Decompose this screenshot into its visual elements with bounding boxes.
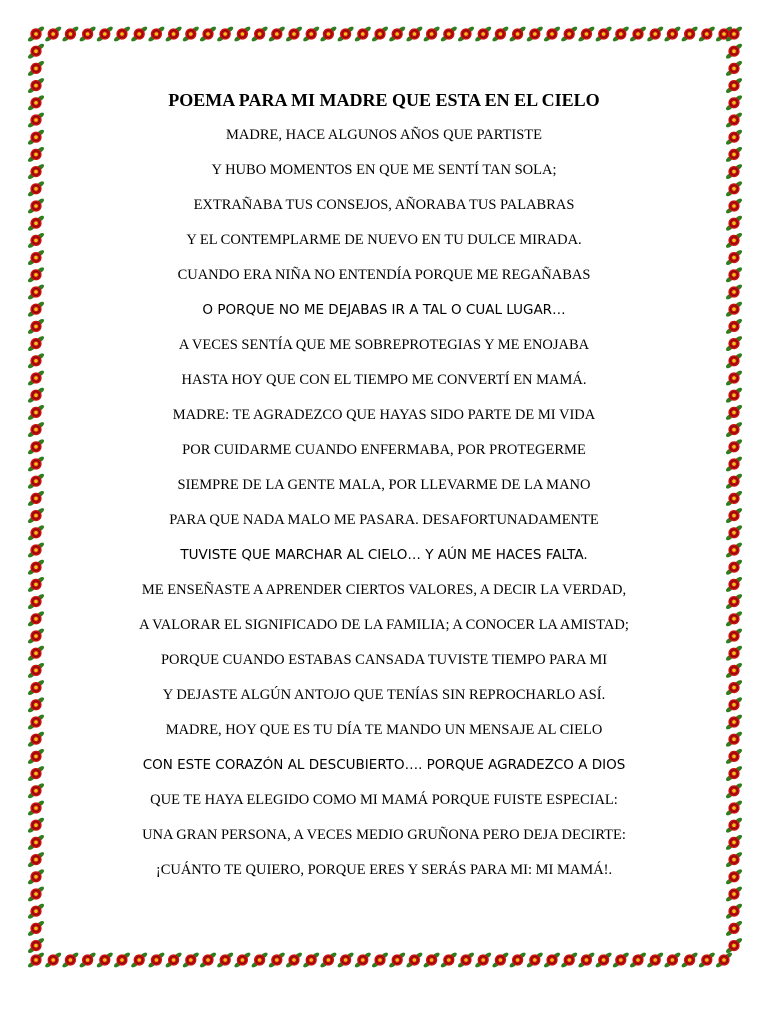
red-flower-icon — [726, 490, 742, 507]
red-flower-icon — [726, 180, 742, 197]
red-flower-icon — [726, 473, 742, 490]
red-flower-icon — [726, 146, 742, 163]
red-flower-icon — [130, 26, 148, 42]
red-flower-icon — [543, 26, 561, 42]
red-flower-icon — [726, 610, 742, 627]
red-flower-icon — [28, 43, 44, 60]
red-flower-icon — [405, 952, 423, 968]
poem-line: PORQUE CUANDO ESTABAS CANSADA TUVISTE TIEMPO PARA MI — [160, 652, 608, 668]
red-flower-icon — [612, 26, 630, 42]
red-flower-icon — [726, 937, 742, 954]
red-flower-icon — [646, 26, 664, 42]
red-flower-icon — [474, 952, 492, 968]
red-flower-icon — [726, 920, 742, 937]
red-flower-icon — [182, 952, 200, 968]
red-flower-icon — [726, 782, 742, 799]
poem-line: Y EL CONTEMPLARME DE NUEVO EN TU DULCE MIRADA. — [186, 232, 582, 248]
red-flower-icon — [28, 421, 44, 438]
red-flower-icon — [28, 799, 44, 816]
red-flower-icon — [28, 455, 44, 472]
red-flower-icon — [28, 301, 44, 318]
red-flower-icon — [726, 60, 742, 77]
red-flower-icon — [28, 335, 44, 352]
red-flower-icon — [526, 952, 544, 968]
red-flower-icon — [337, 952, 355, 968]
red-flower-icon — [698, 952, 716, 968]
red-flower-icon — [726, 696, 742, 713]
red-flower-icon — [302, 952, 320, 968]
red-flower-icon — [726, 576, 742, 593]
red-flower-icon — [726, 266, 742, 283]
red-flower-icon — [371, 952, 389, 968]
red-flower-icon — [726, 421, 742, 438]
red-flower-icon — [96, 952, 114, 968]
red-flower-icon — [199, 952, 217, 968]
red-flower-icon — [681, 952, 699, 968]
poem-line: POR CUIDARME CUANDO ENFERMABA, POR PROTEGERME — [182, 442, 586, 458]
red-flower-icon — [233, 26, 251, 42]
red-flower-icon — [28, 576, 44, 593]
poem-line: MADRE, HACE ALGUNOS AÑOS QUE PARTISTE — [225, 127, 542, 143]
red-flower-icon — [28, 215, 44, 232]
red-flower-icon — [509, 26, 527, 42]
red-flower-icon — [28, 26, 44, 43]
red-flower-icon — [726, 559, 742, 576]
red-flower-icon — [28, 369, 44, 386]
red-flower-icon — [28, 937, 44, 954]
red-flower-icon — [726, 404, 742, 421]
poem-line: QUE TE HAYA ELEGIDO COMO MI MAMÁ PORQUE FUISTE ESPECIAL: — [150, 792, 618, 808]
red-flower-icon — [491, 952, 509, 968]
red-flower-icon — [28, 232, 44, 249]
red-flower-icon — [526, 26, 544, 42]
red-flower-icon — [457, 952, 475, 968]
red-flower-icon — [726, 885, 742, 902]
red-flower-icon — [28, 834, 44, 851]
red-flower-icon — [371, 26, 389, 42]
red-flower-icon — [28, 94, 44, 111]
red-flower-icon — [28, 283, 44, 300]
red-flower-icon — [28, 146, 44, 163]
red-flower-icon — [388, 26, 406, 42]
red-flower-icon — [182, 26, 200, 42]
poem-title: POEMA PARA MI MADRE QUE ESTA EN EL CIELO — [168, 90, 600, 110]
red-flower-icon — [285, 952, 303, 968]
red-flower-icon — [726, 662, 742, 679]
red-flower-icon — [28, 129, 44, 146]
red-flower-icon — [405, 26, 423, 42]
red-flower-icon — [28, 541, 44, 558]
red-flower-icon — [726, 765, 742, 782]
red-flower-icon — [726, 197, 742, 214]
red-flower-icon — [28, 765, 44, 782]
red-flower-icon — [726, 817, 742, 834]
red-flower-icon — [44, 952, 62, 968]
red-flower-icon — [28, 731, 44, 748]
poem-line: A VECES SENTÍA QUE ME SOBREPROTEGIAS Y ME ENOJABA — [178, 337, 590, 353]
red-flower-icon — [646, 952, 664, 968]
red-flower-icon — [726, 163, 742, 180]
red-flower-icon — [726, 748, 742, 765]
red-flower-icon — [113, 952, 131, 968]
red-flower-icon — [726, 713, 742, 730]
red-flower-icon — [96, 26, 114, 42]
red-flower-icon — [726, 799, 742, 816]
red-flower-icon — [423, 952, 441, 968]
red-flower-icon — [726, 232, 742, 249]
red-flower-icon — [28, 868, 44, 885]
red-flower-icon — [28, 885, 44, 902]
poem-line: UNA GRAN PERSONA, A VECES MEDIO GRUÑONA PERO DEJA DECIRTE: — [142, 827, 626, 843]
border-left — [28, 26, 44, 968]
red-flower-icon — [28, 249, 44, 266]
red-flower-icon — [388, 952, 406, 968]
red-flower-icon — [726, 645, 742, 662]
red-flower-icon — [681, 26, 699, 42]
poem-line: TUVISTE QUE MARCHAR AL CIELO… Y AÚN ME HACES FALTA. — [180, 547, 588, 563]
red-flower-icon — [28, 111, 44, 128]
poem-line: MADRE, HOY QUE ES TU DÍA TE MANDO UN MENSAJE AL CIELO — [165, 722, 603, 738]
red-flower-icon — [612, 952, 630, 968]
poem-line: HASTA HOY QUE CON EL TIEMPO ME CONVERTÍ EN MAMÁ. — [181, 372, 587, 388]
red-flower-icon — [726, 283, 742, 300]
red-flower-icon — [726, 851, 742, 868]
poem-line: A VALORAR EL SIGNIFICADO DE LA FAMILIA; A CONOCER LA AMISTAD; — [139, 617, 629, 633]
red-flower-icon — [28, 197, 44, 214]
red-flower-icon — [28, 490, 44, 507]
red-flower-icon — [726, 335, 742, 352]
red-flower-icon — [629, 26, 647, 42]
red-flower-icon — [28, 507, 44, 524]
red-flower-icon — [595, 952, 613, 968]
red-flower-icon — [28, 696, 44, 713]
red-flower-icon — [663, 26, 681, 42]
red-flower-icon — [726, 834, 742, 851]
red-flower-icon — [543, 952, 561, 968]
poem-line: ME ENSEÑASTE A APRENDER CIERTOS VALORES, A DECIR LA VERDAD, — [141, 582, 627, 598]
red-flower-icon — [28, 438, 44, 455]
red-flower-icon — [663, 952, 681, 968]
red-flower-icon — [726, 387, 742, 404]
red-flower-icon — [474, 26, 492, 42]
red-flower-icon — [28, 163, 44, 180]
red-flower-icon — [28, 77, 44, 94]
red-flower-icon — [423, 26, 441, 42]
red-flower-icon — [319, 26, 337, 42]
red-flower-icon — [577, 26, 595, 42]
red-flower-icon — [726, 438, 742, 455]
red-flower-icon — [28, 645, 44, 662]
border-right — [726, 26, 742, 968]
red-flower-icon — [726, 903, 742, 920]
red-flower-icon — [440, 26, 458, 42]
poem-line: Y HUBO MOMENTOS EN QUE ME SENTÍ TAN SOLA; — [211, 162, 557, 178]
red-flower-icon — [79, 952, 97, 968]
red-flower-icon — [28, 524, 44, 541]
red-flower-icon — [726, 318, 742, 335]
red-flower-icon — [726, 215, 742, 232]
red-flower-icon — [726, 507, 742, 524]
red-flower-icon — [61, 26, 79, 42]
red-flower-icon — [233, 952, 251, 968]
poem-line: MADRE: TE AGRADEZCO QUE HAYAS SIDO PARTE DE MI VIDA — [172, 407, 596, 423]
red-flower-icon — [726, 627, 742, 644]
red-flower-icon — [28, 559, 44, 576]
red-flower-icon — [79, 26, 97, 42]
red-flower-icon — [726, 249, 742, 266]
border-top — [28, 26, 742, 42]
poem-body — [60, 118, 708, 888]
red-flower-icon — [28, 782, 44, 799]
red-flower-icon — [28, 60, 44, 77]
red-flower-icon — [251, 26, 269, 42]
red-flower-icon — [726, 43, 742, 60]
red-flower-icon — [147, 26, 165, 42]
red-flower-icon — [28, 920, 44, 937]
poem-line: Y DEJASTE ALGÚN ANTOJO QUE TENÍAS SIN REPROCHARLO ASÍ. — [162, 687, 606, 703]
red-flower-icon — [28, 903, 44, 920]
red-flower-icon — [28, 180, 44, 197]
red-flower-icon — [726, 868, 742, 885]
red-flower-icon — [726, 541, 742, 558]
red-flower-icon — [61, 952, 79, 968]
poem-line: PARA QUE NADA MALO ME PASARA. DESAFORTUNADAMENTE — [169, 512, 599, 528]
red-flower-icon — [165, 952, 183, 968]
red-flower-icon — [560, 952, 578, 968]
red-flower-icon — [44, 26, 62, 42]
red-flower-icon — [457, 26, 475, 42]
red-flower-icon — [28, 713, 44, 730]
red-flower-icon — [509, 952, 527, 968]
red-flower-icon — [268, 952, 286, 968]
border-bottom — [28, 952, 742, 968]
red-flower-icon — [28, 404, 44, 421]
poem-line: ¡CUÁNTO TE QUIERO, PORQUE ERES Y SERÁS PARA MI: MI MAMÁ!. — [155, 862, 613, 878]
red-flower-icon — [354, 952, 372, 968]
red-flower-icon — [726, 111, 742, 128]
red-flower-icon — [28, 318, 44, 335]
red-flower-icon — [319, 952, 337, 968]
poem-line: CON ESTE CORAZÓN AL DESCUBIERTO…. PORQUE AGRADEZCO A DIOS — [142, 757, 626, 773]
red-flower-icon — [726, 301, 742, 318]
red-flower-icon — [726, 679, 742, 696]
red-flower-icon — [147, 952, 165, 968]
red-flower-icon — [165, 26, 183, 42]
red-flower-icon — [629, 952, 647, 968]
red-flower-icon — [28, 662, 44, 679]
red-flower-icon — [354, 26, 372, 42]
red-flower-icon — [130, 952, 148, 968]
red-flower-icon — [28, 748, 44, 765]
red-flower-icon — [251, 952, 269, 968]
poem-document — [60, 82, 708, 888]
red-flower-icon — [28, 610, 44, 627]
red-flower-icon — [698, 26, 716, 42]
red-flower-icon — [726, 731, 742, 748]
poem-line: EXTRAÑABA TUS CONSEJOS, AÑORABA TUS PALABRAS — [193, 197, 575, 213]
red-flower-icon — [440, 952, 458, 968]
poem-line: O PORQUE NO ME DEJABAS IR A TAL O CUAL LUGAR… — [202, 302, 566, 318]
red-flower-icon — [28, 593, 44, 610]
red-flower-icon — [285, 26, 303, 42]
red-flower-icon — [216, 952, 234, 968]
red-flower-icon — [726, 369, 742, 386]
red-flower-icon — [726, 94, 742, 111]
red-flower-icon — [726, 593, 742, 610]
red-flower-icon — [726, 77, 742, 94]
poem-line: CUANDO ERA NIÑA NO ENTENDÍA PORQUE ME REGAÑABAS — [177, 267, 591, 283]
red-flower-icon — [726, 455, 742, 472]
red-flower-icon — [28, 817, 44, 834]
red-flower-icon — [337, 26, 355, 42]
red-flower-icon — [28, 266, 44, 283]
red-flower-icon — [726, 26, 742, 43]
red-flower-icon — [28, 679, 44, 696]
red-flower-icon — [302, 26, 320, 42]
red-flower-icon — [560, 26, 578, 42]
red-flower-icon — [268, 26, 286, 42]
poem-line: SIEMPRE DE LA GENTE MALA, POR LLEVARME DE LA MANO — [177, 477, 591, 493]
red-flower-icon — [199, 26, 217, 42]
red-flower-icon — [491, 26, 509, 42]
red-flower-icon — [28, 627, 44, 644]
red-flower-icon — [726, 129, 742, 146]
red-flower-icon — [28, 851, 44, 868]
red-flower-icon — [726, 352, 742, 369]
red-flower-icon — [28, 352, 44, 369]
red-flower-icon — [726, 524, 742, 541]
red-flower-icon — [216, 26, 234, 42]
red-flower-icon — [28, 473, 44, 490]
red-flower-icon — [577, 952, 595, 968]
red-flower-icon — [28, 387, 44, 404]
red-flower-icon — [595, 26, 613, 42]
red-flower-icon — [113, 26, 131, 42]
